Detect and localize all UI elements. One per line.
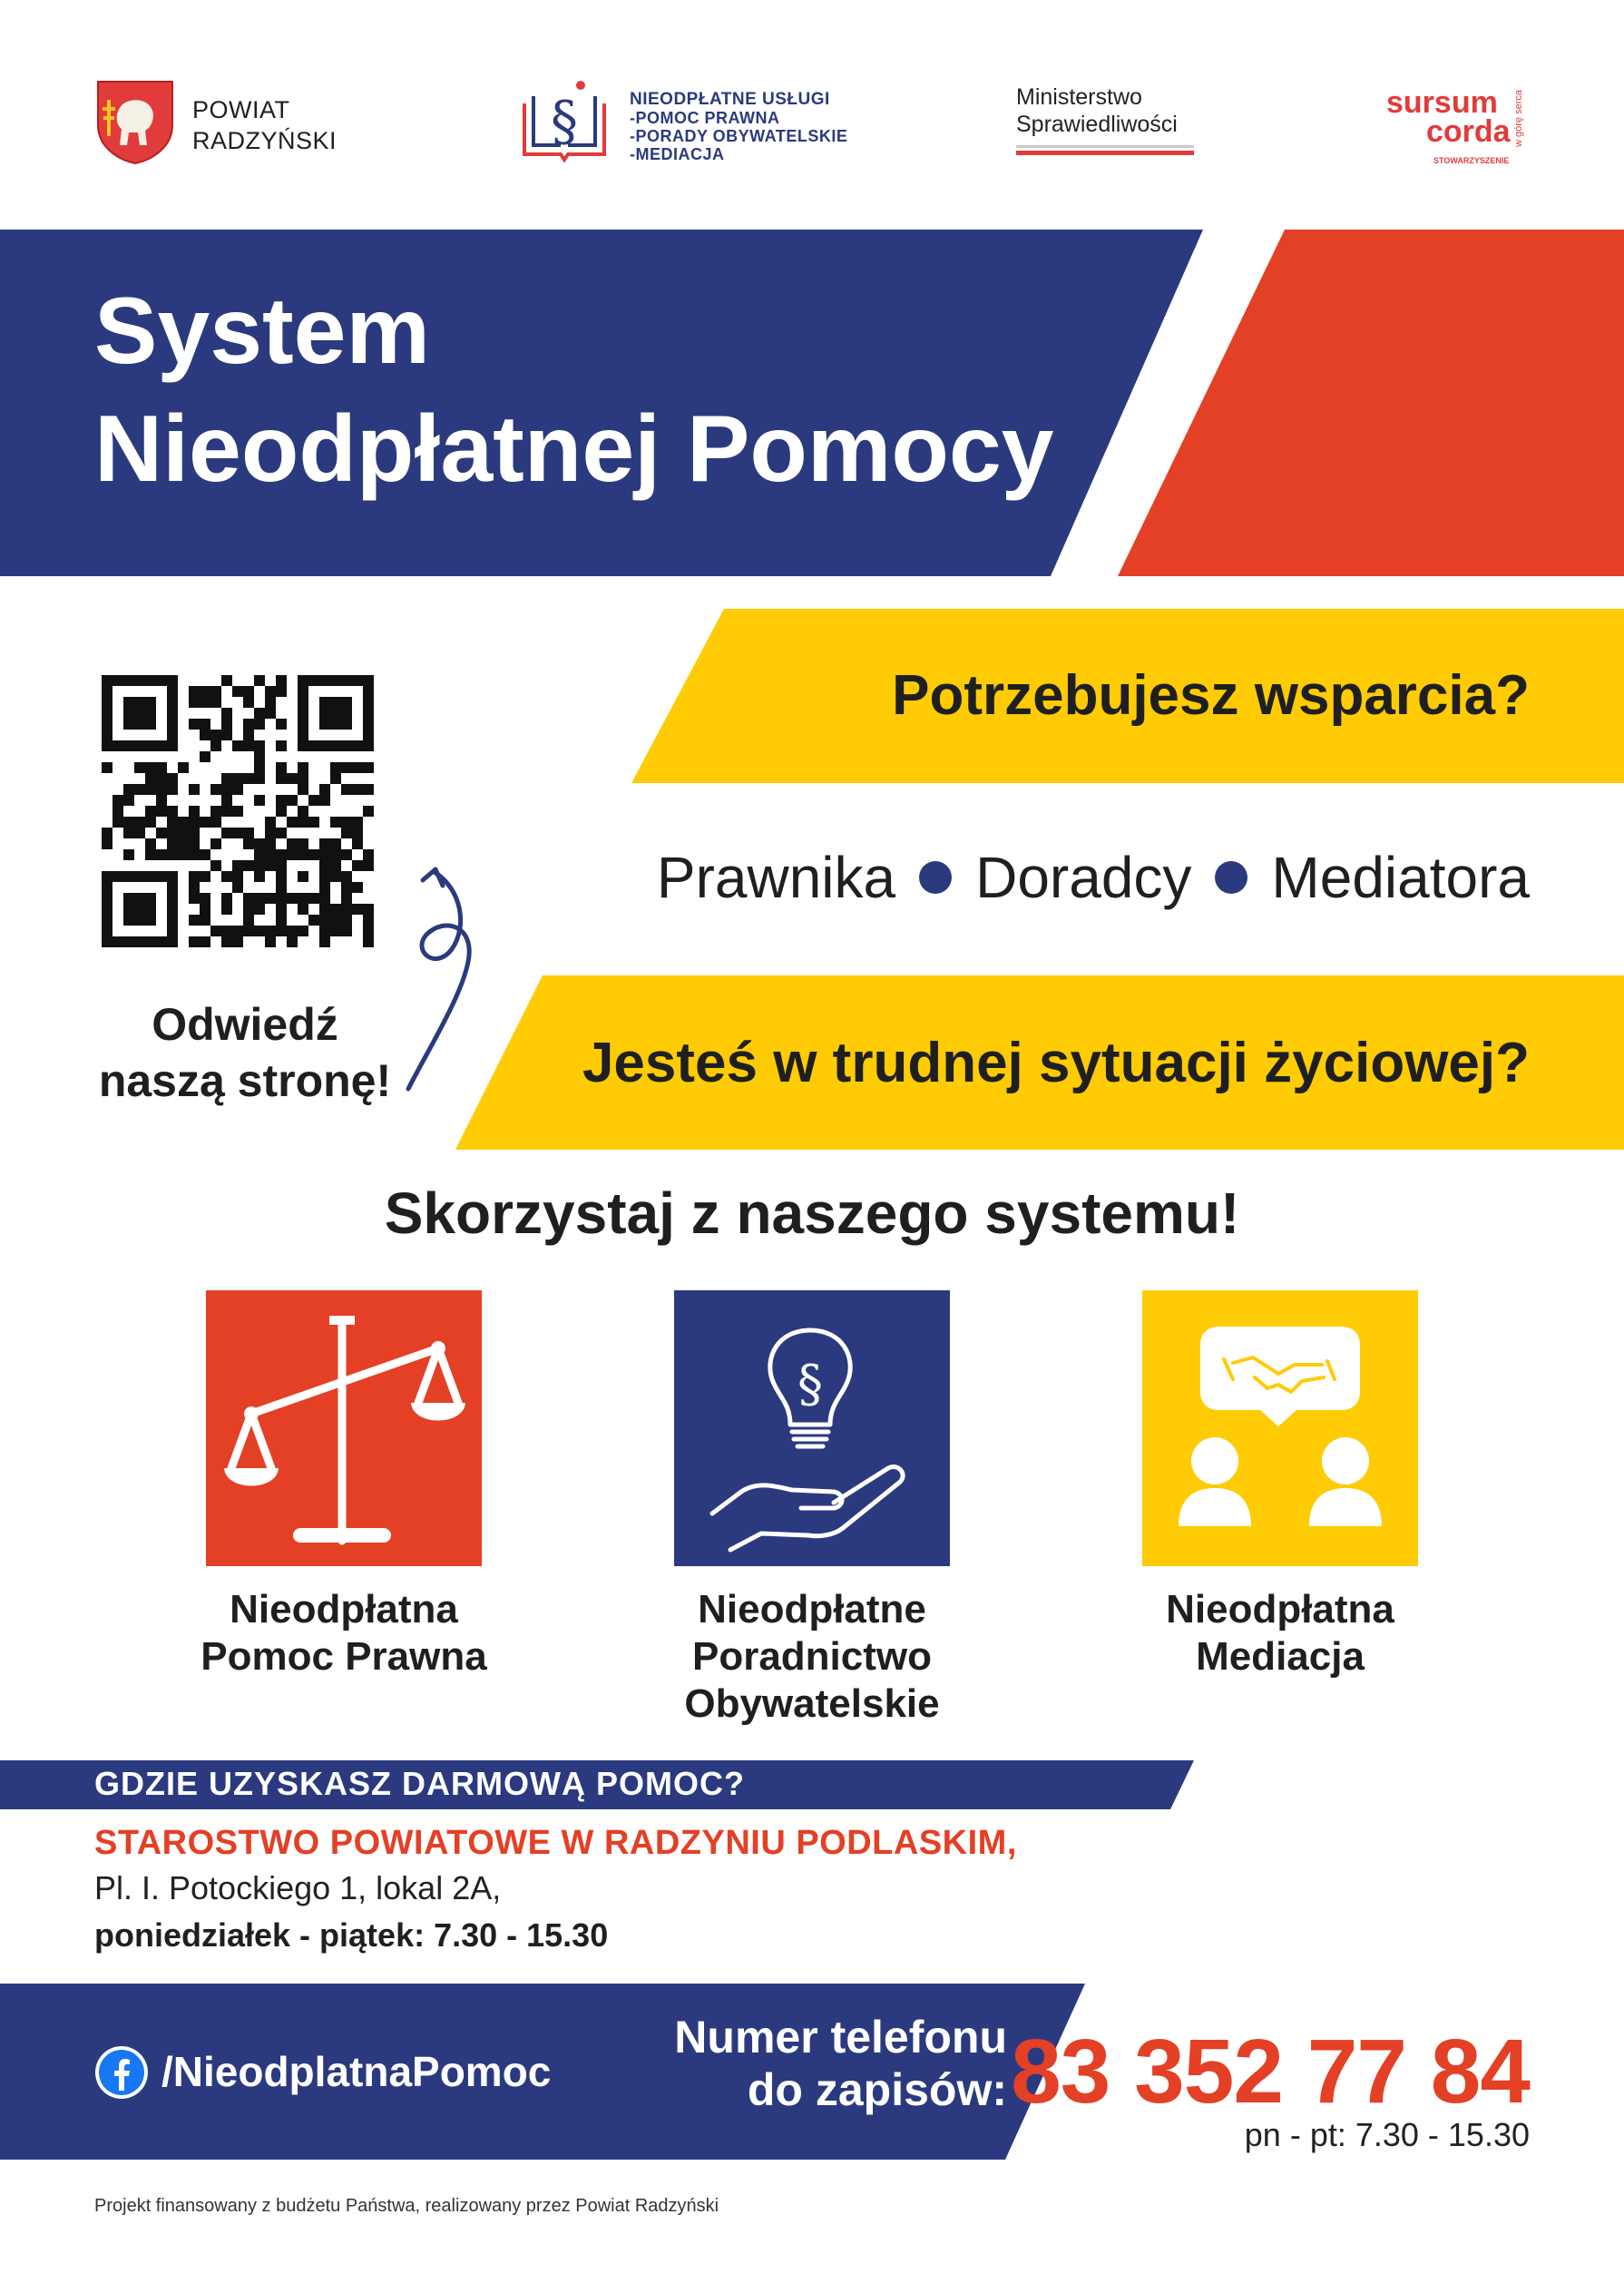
powiat-line1: POWIAT [192, 96, 290, 123]
service-mediator-text: Mediatora [1271, 845, 1530, 910]
nieodp-item: -MEDIACJA [630, 145, 725, 163]
office-hours: poniedziałek - piątek: 7.30 - 15.30 [94, 1916, 609, 1954]
ministry-line2: Sprawiedliwości [1016, 112, 1178, 137]
facebook-icon[interactable] [94, 2045, 149, 2100]
service-advisor-text: Doradcy [975, 845, 1192, 910]
service-box-civic [674, 1290, 950, 1566]
bullet-dot-icon [919, 861, 952, 894]
phone-label-line2: do zapisów: [747, 2064, 1007, 2115]
qr-code[interactable] [102, 675, 374, 947]
phone-number[interactable]: 83 352 77 84 [1011, 2021, 1530, 2122]
svg-text:§: § [797, 1355, 823, 1414]
service-label-line: Pomoc Prawna [201, 1634, 487, 1679]
ministry-divider-red [1016, 151, 1194, 155]
banner-title-line1: System [94, 279, 430, 384]
powiat-line2: RADZYŃSKI [192, 127, 338, 154]
nieodp-logo-text [630, 91, 847, 163]
powiat-logo-text [192, 94, 337, 156]
sursum-side: w górę serca [1513, 90, 1524, 147]
visit-website-text [91, 996, 399, 1109]
service-box-mediation [1142, 1290, 1418, 1566]
sursum-sub: STOWARZYSZENIE [1433, 156, 1510, 165]
lightbulb-hand-icon [674, 1290, 950, 1566]
service-label-legal [144, 1586, 543, 1680]
phone-label-line1: Numer telefonu [674, 2012, 1007, 2063]
service-label-mediation [1081, 1586, 1480, 1680]
bullet-dot-icon [1215, 861, 1247, 894]
visit-line1: Odwiedź [152, 999, 338, 1050]
ministry-divider [1016, 145, 1194, 148]
nieodp-item: -POMOC PRAWNA [630, 109, 780, 127]
sursum-line1: sursum [1386, 85, 1498, 120]
sursum-corda-logo [1386, 87, 1541, 171]
visit-line2: naszą stronę! [98, 1055, 392, 1106]
phone-hours: pn - pt: 7.30 - 15.30 [1244, 2116, 1530, 2153]
phone-label [626, 2011, 1007, 2116]
service-label-line: Nieodpłatna [230, 1587, 458, 1631]
facebook-handle[interactable]: /NieodplatnaPomoc [161, 2048, 552, 2095]
ministry-line1: Ministerstwo [1016, 84, 1142, 110]
nieodp-title: NIEODPŁATNE USŁUGI [630, 90, 830, 109]
footer-note: Projekt finansowany z budżetu Państwa, realizowany przez Powiat Radzyński [94, 2196, 719, 2216]
service-label-line: Poradnictwo [691, 1634, 933, 1679]
handshake-people-icon [1142, 1290, 1418, 1566]
office-name: STAROSTWO POWIATOWE W RADZYNIU PODLASKIM, [94, 1824, 1017, 1862]
powiat-crest-icon [94, 78, 176, 165]
scales-icon [206, 1290, 482, 1566]
svg-text:§: § [551, 90, 578, 153]
service-label-line: Obywatelskie [684, 1681, 940, 1726]
nieodp-item: -PORADY OBYWATELSKIE [630, 127, 848, 145]
question-support: Potrzebujesz wsparcia? [892, 664, 1530, 727]
service-label-line: Nieodpłatna [1166, 1587, 1394, 1631]
sursum-line2: corda [1426, 114, 1511, 149]
where-title: GDZIE UZYSKASZ DARMOWĄ POMOC? [94, 1765, 745, 1802]
service-label-civic [612, 1586, 1012, 1728]
service-box-legal [206, 1290, 482, 1566]
banner-title-line2: Nieodpłatnej Pomocy [94, 397, 1054, 502]
service-lawyer-text: Prawnika [656, 845, 896, 910]
service-label-line: Nieodpłatne [698, 1587, 926, 1631]
banner-title [94, 272, 1054, 508]
cta-title: Skorzystaj z naszego systemu! [384, 1181, 1240, 1246]
office-address: Pl. I. Potockiego 1, lokal 2A, [94, 1869, 502, 1906]
ministry-logo-text [1016, 83, 1178, 138]
services-line [657, 844, 1530, 911]
paragraph-book-icon [519, 76, 610, 167]
service-label-line: Mediacja [1196, 1634, 1365, 1679]
question-difficult-situation: Jesteś w trudnej sytuacji życiowej? [582, 1032, 1530, 1094]
